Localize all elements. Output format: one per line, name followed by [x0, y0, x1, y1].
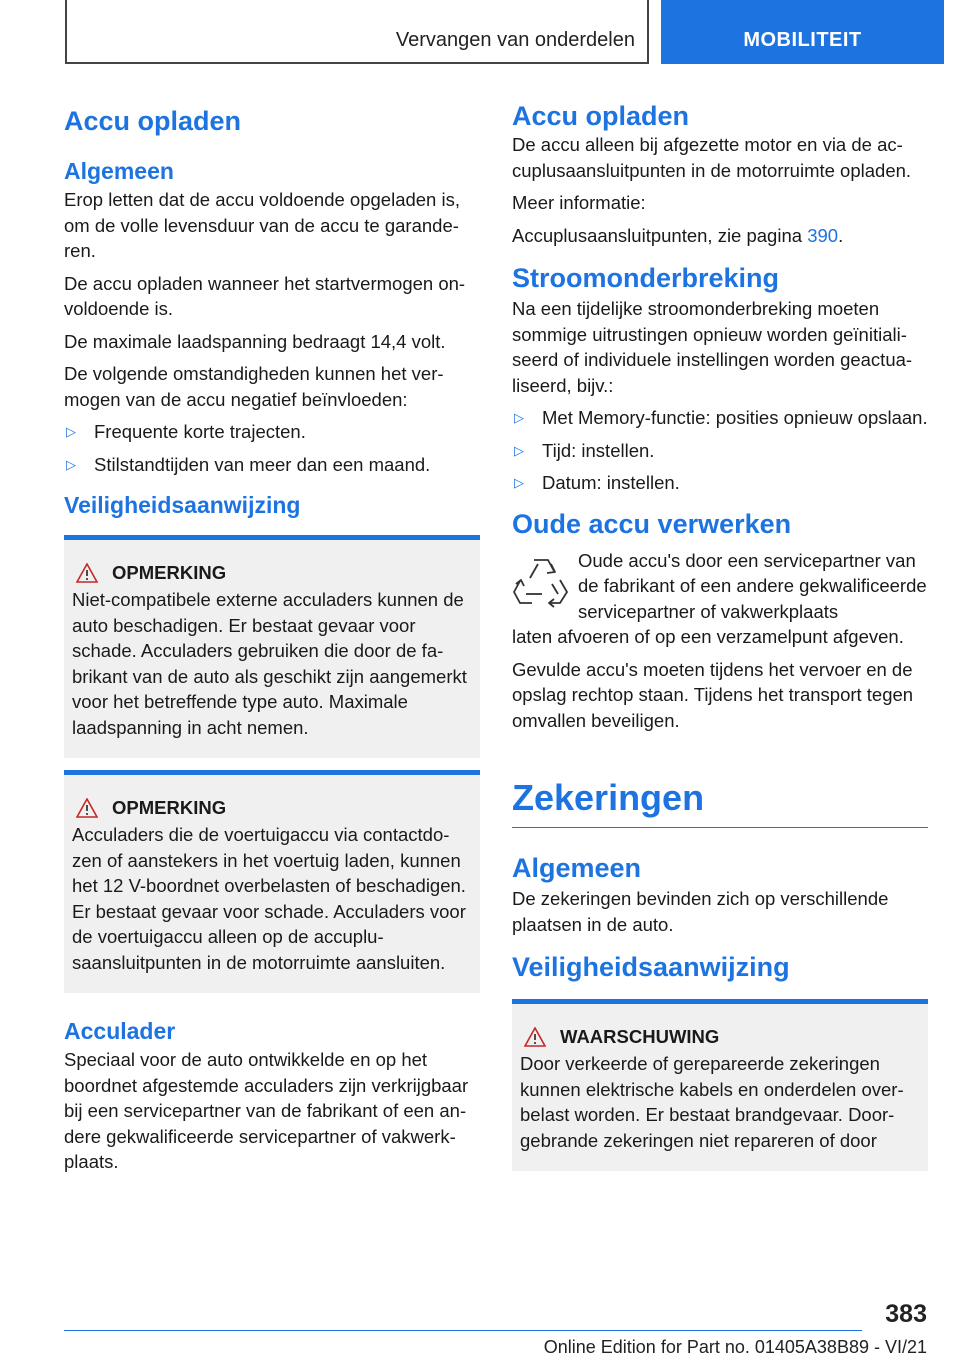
recycle-icon	[512, 548, 578, 625]
heading-algemeen: Algemeen	[64, 158, 174, 184]
triangle-bullet-icon: ▷	[514, 475, 524, 490]
warning-text: Door verkeerde of gerepareerde zekeringen kunnen elektrische kabels en onderdelen overbelast worden. Er bestaat brandgevaar. Doorgebrande zekeringen niet repareren of door	[520, 1053, 904, 1151]
list-item: ▷ Tijd: instellen.	[512, 438, 928, 464]
paragraph: Na een tijdelijke stroomonderbreking moeten sommige uitrustingen opnieuw worden geïnitialiseerd of individuele instellingen worden geactualiseerd, bijv.:	[512, 298, 913, 396]
header-chapter-tab[interactable]	[661, 0, 944, 64]
heading-zekeringen: Zekeringen	[512, 777, 705, 818]
paragraph: Speciaal voor de auto ontwikkelde en op het boordnet afgestemde acculaders zijn verkrijgbaar bij een servicepartner van de fabrikant of een andere gekwalificeerde servicepartner of vakwerkplaats.	[64, 1049, 469, 1172]
paragraph: laten afvoeren of op een verzamelpunt afgeven.	[512, 626, 904, 647]
page-number: 383	[885, 1300, 927, 1328]
triangle-bullet-icon: ▷	[514, 410, 524, 425]
notice-header	[72, 795, 472, 820]
header-section-box	[65, 0, 649, 64]
list-item: ▷ Datum: instellen.	[512, 470, 928, 496]
paragraph: Accuplusaansluitpunten, zie pagina 390.	[512, 224, 844, 246]
right-column	[512, 100, 928, 1171]
heading-stroomonderbreking: Stroomonderbreking	[512, 263, 780, 293]
list-item: ▷ Frequente korte trajecten.	[64, 419, 480, 445]
triangle-bullet-icon: ▷	[66, 424, 76, 439]
warning-triangle-icon	[520, 1026, 560, 1048]
recycle-row	[512, 548, 928, 625]
warning-title: WAARSCHUWING	[560, 1026, 720, 1047]
triangle-bullet-icon: ▷	[66, 456, 76, 472]
warning-header	[520, 1024, 920, 1049]
heading-accu-opladen: Accu opladen	[64, 106, 242, 136]
heading-acculader: Acculader	[64, 1018, 176, 1044]
warning-triangle-icon	[72, 797, 112, 819]
notice-box	[64, 535, 480, 758]
warning-triangle-icon	[72, 562, 112, 584]
bullet-list	[512, 405, 928, 496]
paragraph: De volgende omstandigheden kunnen het vermogen van de accu negatief beïnvloeden:	[64, 363, 444, 410]
paragraph: De accu alleen bij afgezette motor en via de accuplusaansluitpunten in de motorruimte opladen.	[512, 134, 912, 181]
paragraph: De maximale laadspanning bedraagt 14,4 volt.	[64, 330, 446, 352]
paragraph: Erop letten dat de accu voldoende opgeladen is, om de volle levensduur van de accu te garanderen.	[64, 189, 460, 261]
bullet-list	[64, 419, 480, 477]
notice-header	[72, 560, 472, 585]
triangle-bullet-icon: ▷	[514, 442, 524, 458]
notice-title: OPMERKING	[112, 562, 227, 583]
section-rule	[512, 827, 928, 828]
footer-rule	[64, 1330, 862, 1331]
heading-accu-opladen: Accu opladen	[512, 101, 690, 131]
paragraph: De zekeringen bevinden zich op verschillende plaatsen in de auto.	[512, 888, 889, 935]
notice-text: Acculaders die de voertuigaccu via contactdozen of aanstekers in het voertuig laden, kunnen het 12 V-boordnet overbelasten of beschadigen. Er bestaat gevaar voor schade. Acculaders voor de voertuigaccu alleen op de accuplusaansluitpunten in de motorruimte aansluiten.	[72, 824, 466, 973]
heading-veiligheidsaanwijzing: Veiligheidsaanwijzing	[512, 952, 790, 982]
page-reference-link[interactable]: 390	[807, 224, 839, 246]
heading-algemeen: Algemeen	[512, 853, 642, 883]
list-item: ▷ Met Memory-functie: posities opnieuw opslaan.	[512, 405, 928, 431]
left-column	[64, 100, 480, 1182]
footer-edition: Online Edition for Part no. 01405A38B89 - VI/21	[543, 1337, 927, 1357]
paragraph: De accu opladen wanneer het startvermogen onvoldoende is.	[64, 272, 466, 319]
paragraph: Meer informatie:	[512, 192, 646, 213]
notice-text: Niet-compatibele externe acculaders kunnen de auto beschadigen. Er bestaat gevaar voor schade. Acculaders gebruiken die door de fabrikant van de auto als geschikt zijn aangemerkt voor het betreffende type auto. Maximale laadspanning in acht nemen.	[72, 589, 467, 738]
notice-title: OPMERKING	[112, 797, 227, 818]
list-item: ▷ Stilstandtijden van meer dan een maand.	[64, 452, 480, 478]
paragraph: Oude accu's door een servicepartner van de fabrikant of een andere gekwalificeerde servicepartner of vakwerkplaats	[578, 549, 927, 622]
heading-veiligheidsaanwijzing: Veiligheidsaanwijzing	[64, 492, 301, 518]
header-chapter-label: MOBILITEIT	[743, 29, 862, 51]
paragraph: Gevulde accu's moeten tijdens het vervoer en de opslag rechtop staan. Tijdens het transport tegen omvallen beveiligen.	[512, 658, 914, 731]
warning-box	[512, 999, 928, 1171]
header-section-title: Vervangen van onderdelen	[395, 29, 635, 51]
heading-oude-accu-verwerken: Oude accu verwerken	[512, 508, 792, 539]
notice-box	[64, 770, 480, 993]
